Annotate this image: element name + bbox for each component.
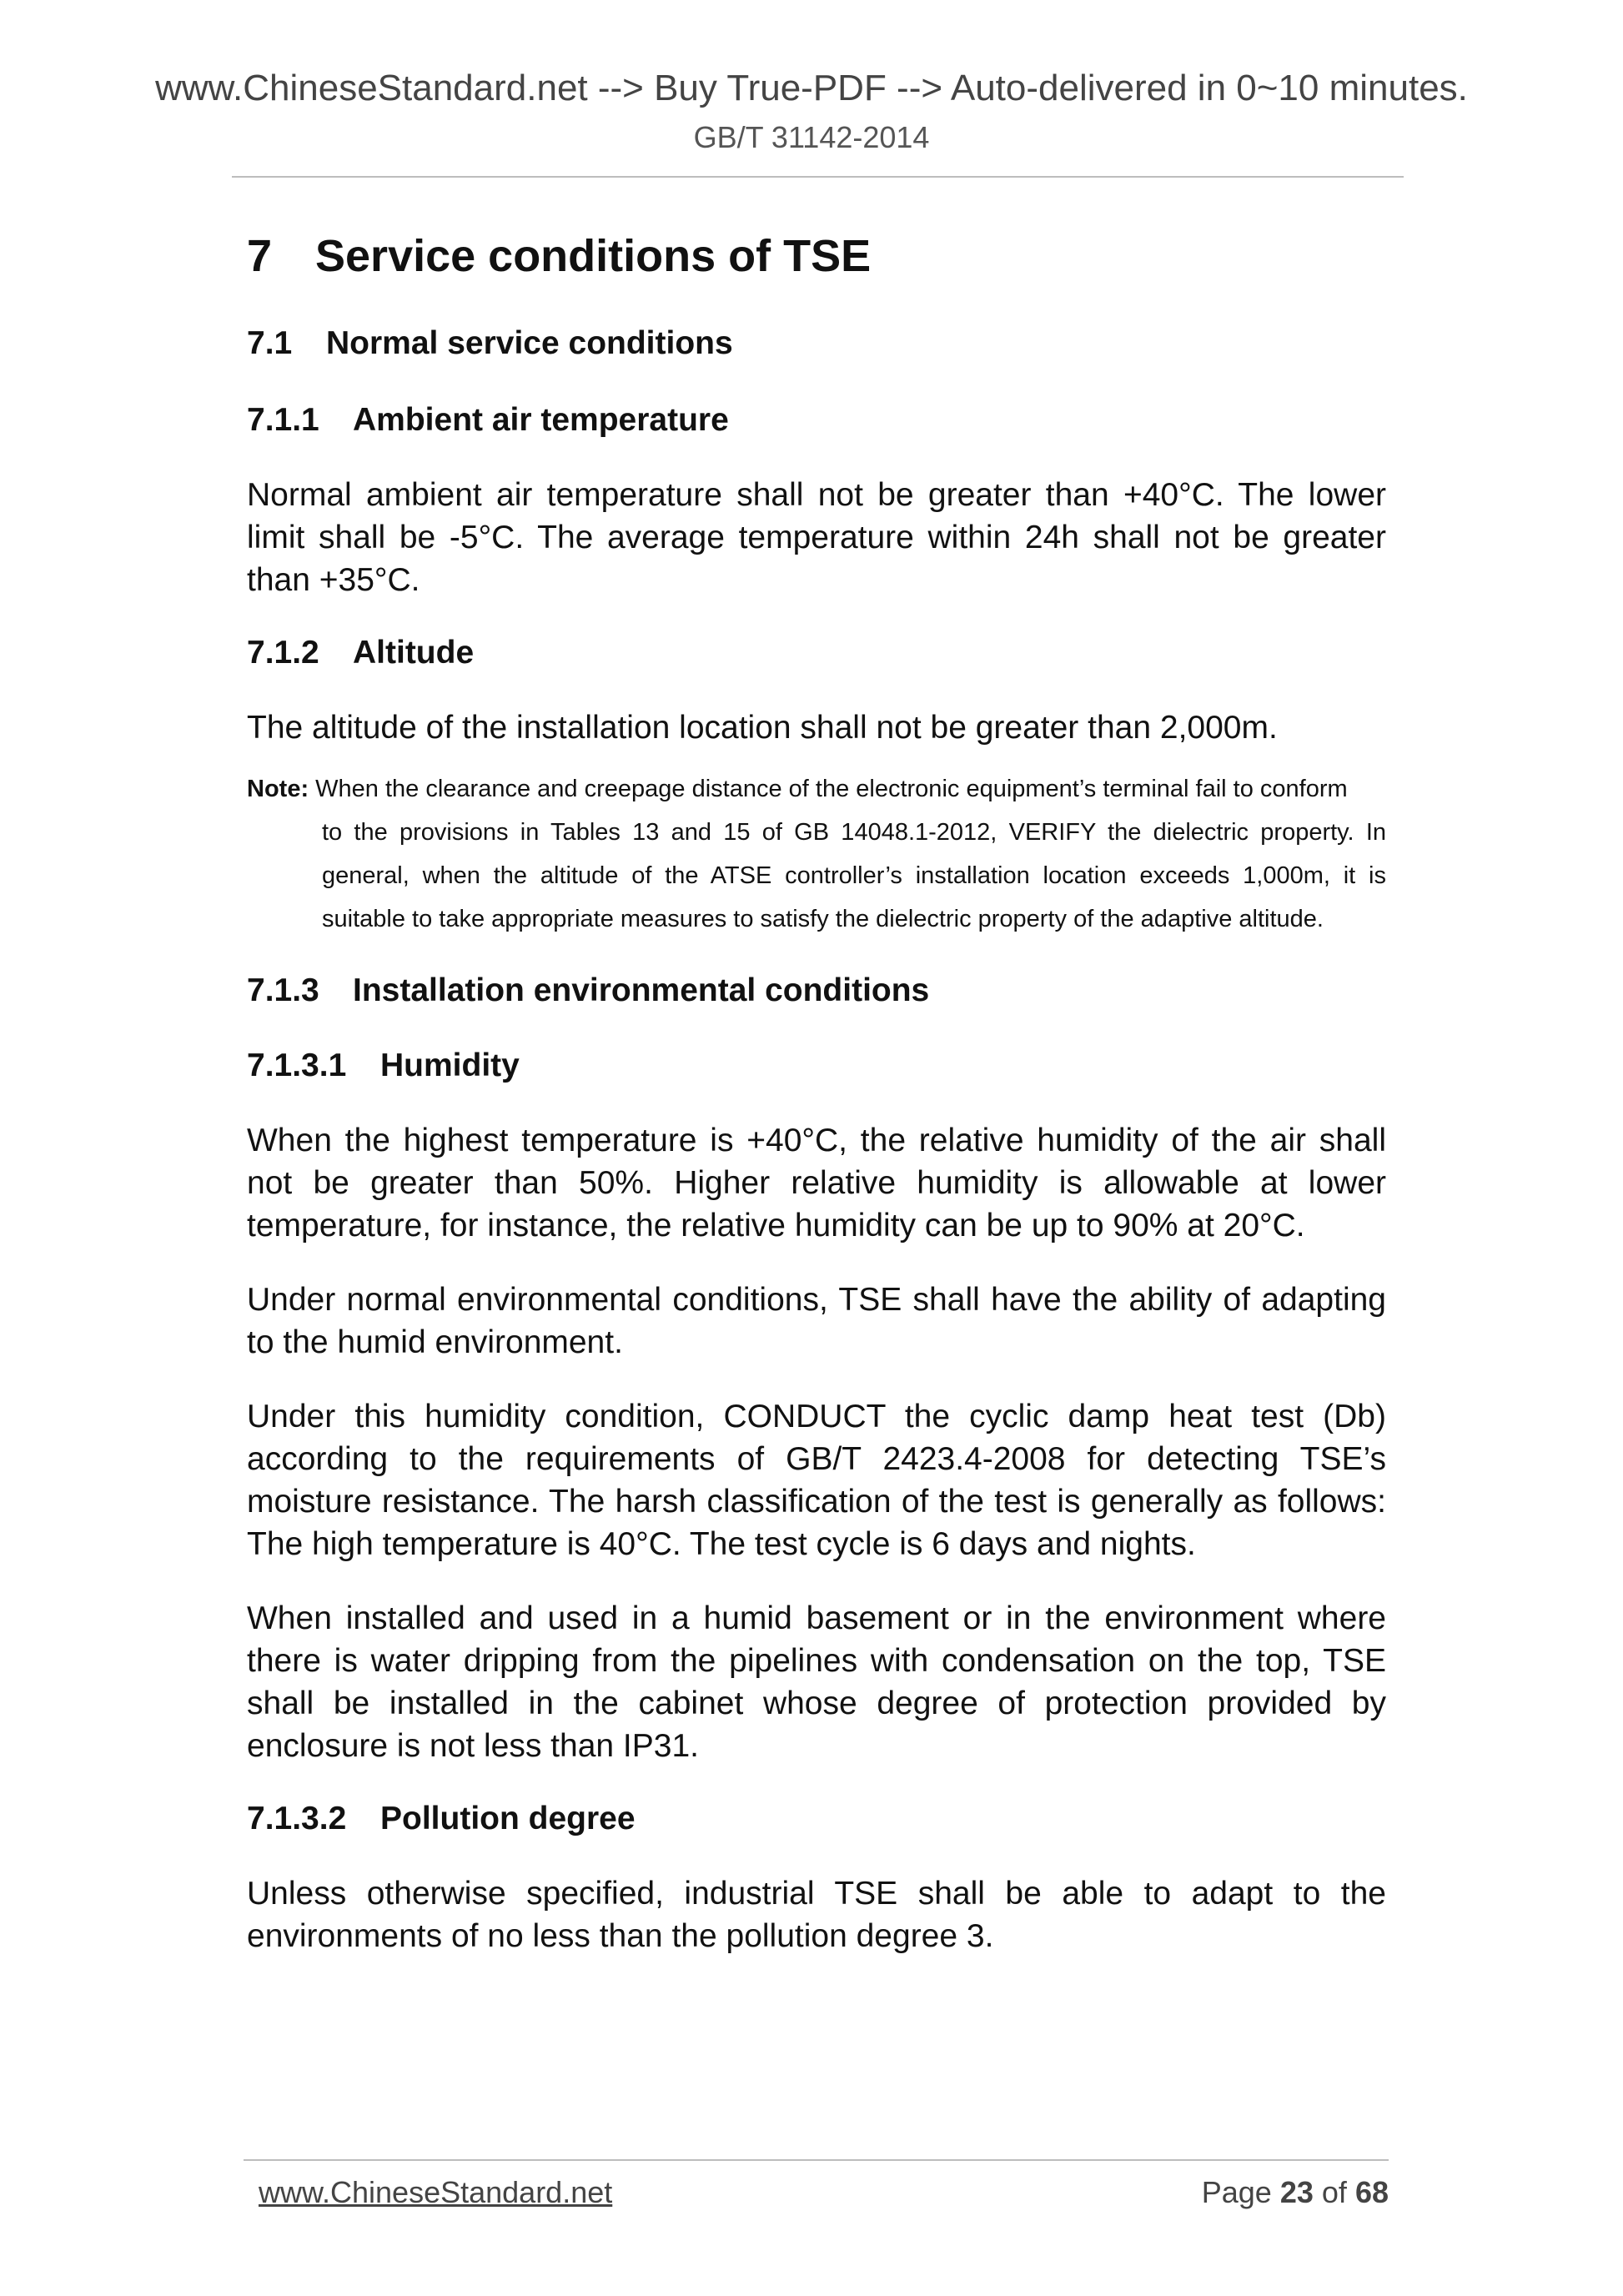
section-7-number: 7	[247, 231, 273, 281]
section-7-1-number: 7.1	[247, 325, 293, 361]
section-7-1-3-title: Installation environmental conditions	[353, 972, 930, 1008]
of-label: of	[1321, 2175, 1347, 2209]
altitude-note	[247, 767, 1386, 941]
section-7-1-3-2-number: 7.1.3.2	[247, 1801, 347, 1836]
header-divider	[232, 176, 1404, 178]
section-7-1-3-1-number: 7.1.3.1	[247, 1048, 347, 1083]
humidity-paragraph-3: Under this humidity condition, CONDUCT the cyclic damp heat test (Db) according to the requirements of GB/T 2423.4-2008 for detecting TSE’s moisture resistance. The harsh classification of the test is generally as follows: The high temperature is 40°C. The test cycle is 6 days and nights.	[247, 1399, 1386, 1562]
humidity-paragraph-2: Under normal environmental conditions, TSE shall have the ability of adapting to the humid environment.	[247, 1282, 1386, 1360]
section-7-1-1-heading	[247, 399, 1386, 442]
page-footer	[259, 2175, 1389, 2217]
section-7-title: Service conditions of TSE	[315, 231, 872, 281]
altitude-paragraph: The altitude of the installation location shall not be greater than 2,000m.	[247, 710, 1278, 746]
section-7-1-heading	[247, 322, 1386, 365]
humidity-paragraph-1: When the highest temperature is +40°C, the relative humidity of the air shall not be greater than 50%. Higher relative humidity is allowable at lower temperature, for instance, the relative humidity can be up to 90% at 20°C.	[247, 1123, 1386, 1243]
page-label: Page	[1201, 2175, 1272, 2209]
section-7-1-1-number: 7.1.1	[247, 402, 319, 438]
ambient-temperature-paragraph: Normal ambient air temperature shall not be greater than +40°C. The lower limit shall be -5°C. The average temperature within 24h shall not be greater than +35°C.	[247, 477, 1386, 598]
pollution-degree-paragraph: Unless otherwise specified, industrial TSE shall be able to adapt to the environments of no less than the pollution degree 3.	[247, 1876, 1386, 1954]
section-7-1-3-1-title: Humidity	[380, 1048, 520, 1083]
note-continuation: to the provisions in Tables 13 and 15 of GB 14048.1-2012, VERIFY the dielectric property. In general, when the altitude of the ATSE controller’s installation location exceeds 1,000m, it is suitable to take appropriate measures to satisfy the dielectric property of the adaptive altitude.	[322, 819, 1386, 932]
page-indicator	[1202, 2175, 1389, 2210]
section-7-1-3-1-heading	[247, 1044, 1386, 1088]
section-7-1-3-2-title: Pollution degree	[380, 1801, 636, 1836]
page-header	[0, 0, 1623, 157]
section-7-1-1-title: Ambient air temperature	[353, 402, 729, 438]
document-body	[247, 224, 1386, 1957]
section-7-1-2-title: Altitude	[353, 635, 475, 671]
section-7-1-3-number: 7.1.3	[247, 972, 319, 1008]
section-7-1-3-heading	[247, 969, 1386, 1012]
page-current: 23	[1279, 2175, 1314, 2209]
note-label: Note:	[247, 776, 309, 802]
section-7-heading	[247, 224, 1386, 289]
standard-number: GB/T 31142-2014	[693, 120, 930, 154]
footer-divider	[244, 2159, 1389, 2161]
section-7-1-2-heading	[247, 631, 1386, 675]
page-total: 68	[1354, 2175, 1389, 2209]
footer-website-link[interactable]: www.ChineseStandard.net	[259, 2175, 613, 2209]
humidity-paragraph-4: When installed and used in a humid basement or in the environment where there is water dripping from the pipelines with condensation on the top, TSE shall be installed in the cabinet whose degree of protection provided by enclosure is not less than IP31.	[247, 1600, 1386, 1764]
section-7-1-title: Normal service conditions	[326, 325, 733, 361]
note-first-line: When the clearance and creepage distance of the electronic equipment’s terminal fail to conform	[315, 776, 1348, 802]
section-7-1-2-number: 7.1.2	[247, 635, 319, 671]
purchase-banner: www.ChineseStandard.net --> Buy True-PDF --> Auto-delivered in 0~10 minutes.	[155, 68, 1468, 108]
section-7-1-3-2-heading	[247, 1797, 1386, 1841]
